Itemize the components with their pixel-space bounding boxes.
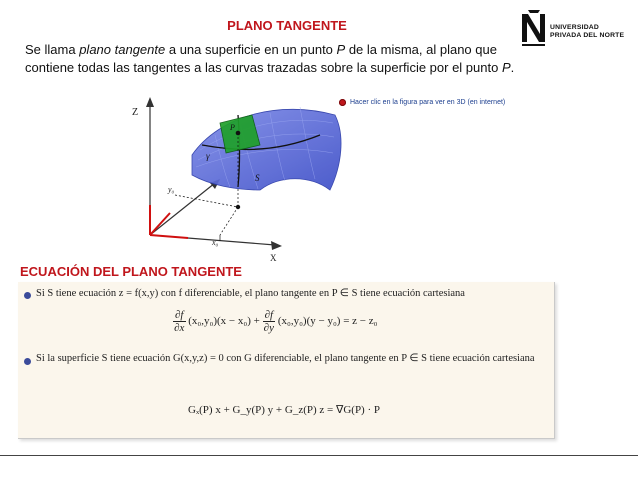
bullet-text-1: Si S tiene ecuación z = f(x,y) con f diferenciable, el plano tangente en P ∈ S tiene ecuación cartesiana [36,288,465,299]
svg-text:X: X [270,253,277,263]
equation-2: Gₓ(P) x + G_y(P) y + G_z(P) z = ∇G(P) · P [188,404,381,416]
footer-divider [0,455,638,456]
bullet-icon [24,292,31,299]
bullet-icon [339,99,346,106]
formula-box [18,282,555,439]
svg-text:x₀: x₀ [212,238,219,247]
svg-text:γ: γ [206,151,210,161]
equation-1: $\frac{\partial f}{\partial x}$ (x₀,y₀)(x − x₀) + $\frac{\partial f}{\partial y}$ (x₀,y₀)(y − y₀) = z − z₀ [174,309,378,334]
svg-text:P: P [230,123,235,132]
svg-text:y₀: y₀ [168,185,175,194]
bullet-icon [24,358,31,365]
university-name: UNIVERSIDAD PRIVADA DEL NORTE [550,24,625,39]
bullet-text-2: Si la superficie S tiene ecuación G(x,y,z) = 0 con G diferenciable, el plano tangente en P ∈ S tiene ecuación cartesiana [36,353,535,364]
intro-paragraph: Se llama plano tangente a una superficie en un punto P de la misma, al plano que contiene todas las tangentes a las curvas trazadas sobre la superficie por el punto P. [25,42,515,75]
svg-text:S: S [255,173,260,183]
n-logo-icon [522,10,545,46]
svg-text:Z: Z [132,107,139,118]
tangent-plane-figure[interactable] [120,95,350,265]
section-heading: ECUACIÓN DEL PLANO TANGENTE [20,264,242,279]
page-title: PLANO TANGENTE [227,18,347,33]
view-3d-link[interactable]: Hacer clic en la figura para ver en 3D (en internet) [339,99,505,106]
